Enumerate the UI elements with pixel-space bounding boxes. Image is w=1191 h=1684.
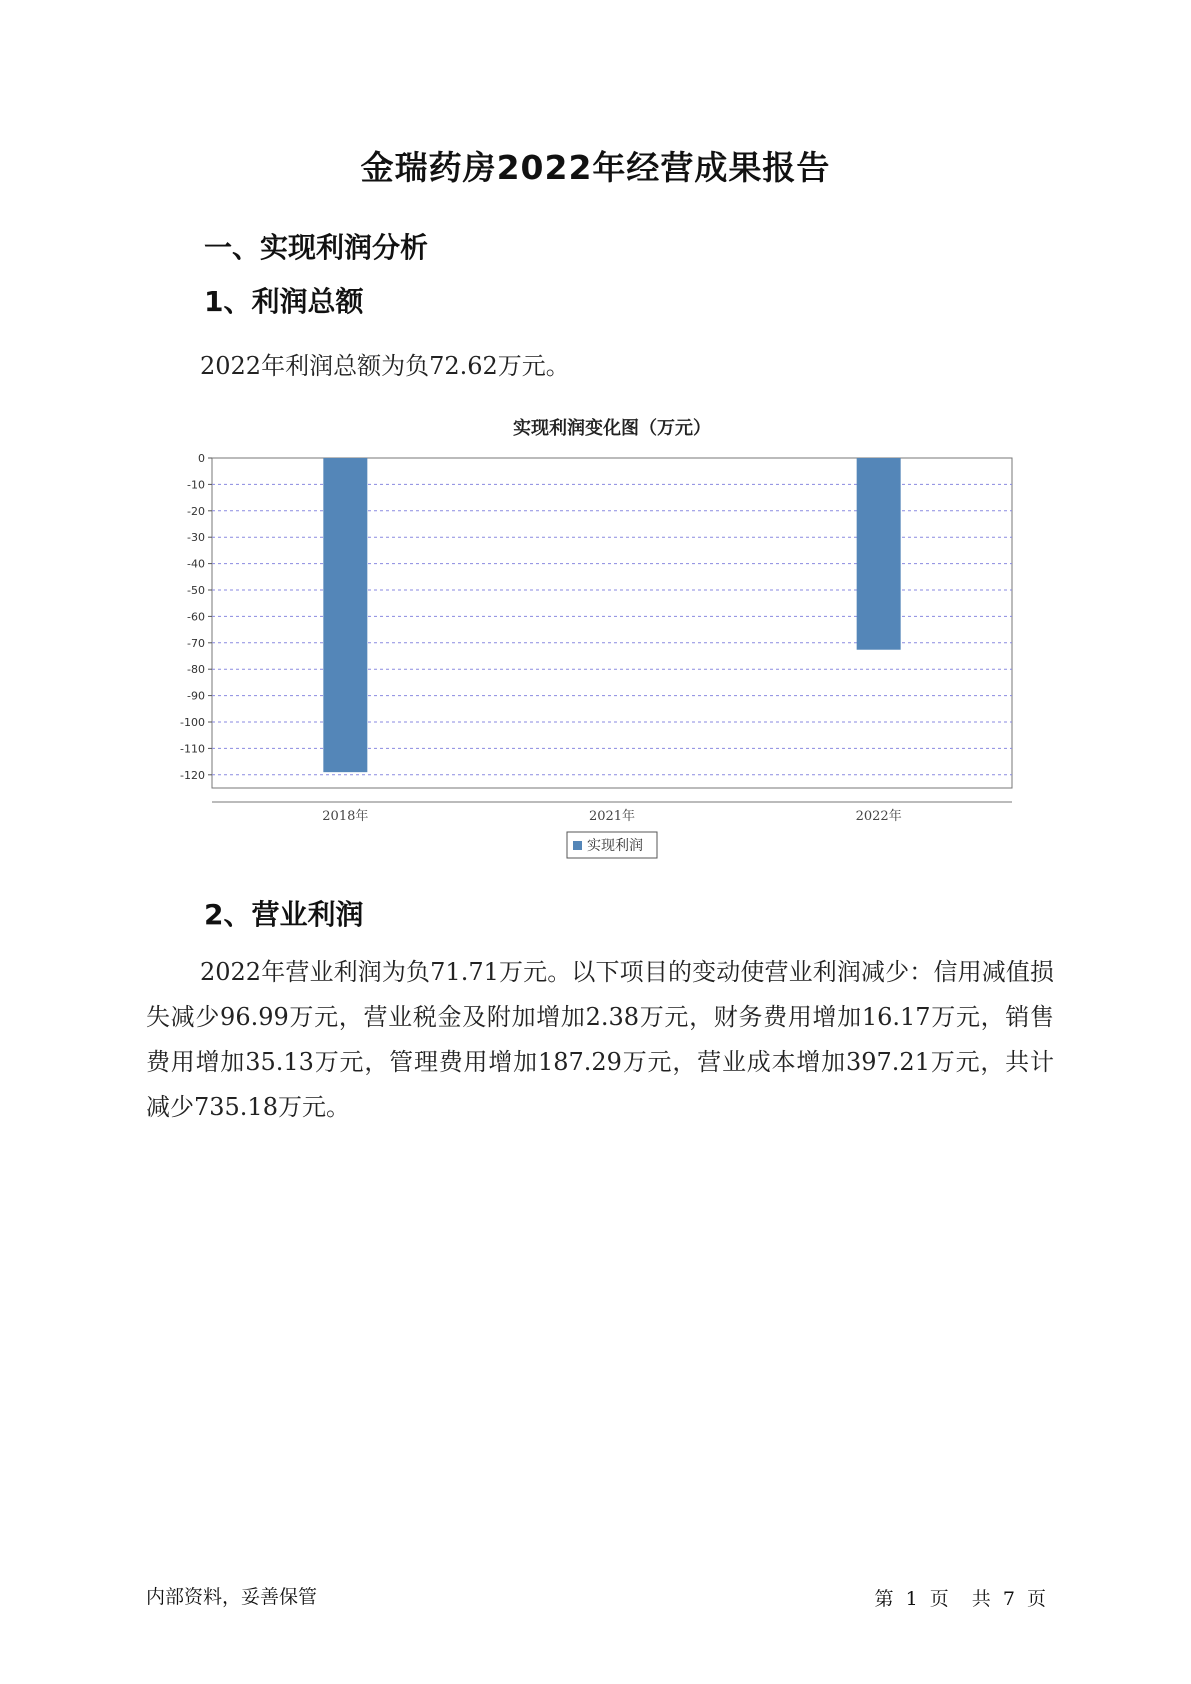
chart-title: 实现利润变化图（万元） — [513, 418, 711, 439]
total-word: 页 — [1026, 1588, 1046, 1610]
y-tick-label: -20 — [187, 504, 205, 518]
footer-confidential-note: 内部资料，妥善保管 — [146, 1586, 318, 1608]
paragraph-operating-profit: 2022年营业利润为负71.71万元。以下项目的变动使营业利润减少：信用减值损失减少96.99万元，营业税金及附加增加2.38万元，财务费用增加16.17万元，销售费用增加35.13万元，管理费用增加187.29万元，营业成本增加397.21万元，共计减少735.18万元。 — [146, 958, 1054, 1121]
profit-chart — [150, 408, 1030, 868]
section-heading-profit-analysis: 一、实现利润分析 — [204, 231, 429, 264]
x-tick-label: 2022年 — [855, 809, 902, 824]
y-tick-label: -60 — [187, 610, 205, 624]
total-prefix: 共 — [971, 1588, 991, 1610]
legend-label: 实现利润 — [587, 838, 643, 854]
x-tick-label: 2018年 — [322, 809, 369, 824]
page-prefix: 第 — [874, 1588, 894, 1610]
x-tick-label: 2021年 — [588, 809, 636, 824]
subheading-operating-profit: 2、营业利润 — [204, 898, 364, 931]
bar-2 — [857, 458, 901, 650]
y-tick-label: -80 — [187, 663, 205, 677]
y-tick-label: -50 — [187, 584, 205, 597]
y-tick-label: 0 — [198, 452, 205, 465]
document-title: 金瑞药房2022年经营成果报告 — [360, 148, 831, 187]
y-tick-label: -70 — [187, 636, 205, 650]
page-word: 页 — [929, 1588, 949, 1610]
y-tick-label: -90 — [187, 689, 205, 703]
legend-swatch — [573, 841, 582, 850]
page-number: 1 — [905, 1588, 918, 1610]
y-tick-label: -120 — [180, 768, 205, 782]
total-number: 7 — [1002, 1588, 1015, 1610]
footer-page-info — [872, 1584, 1049, 1611]
y-tick-label: -40 — [187, 557, 205, 571]
y-tick-label: -30 — [187, 531, 205, 545]
subheading-total-profit: 1、利润总额 — [204, 285, 364, 318]
paragraph-total-profit: 2022年利润总额为负72.62万元。 — [200, 352, 570, 380]
profit-chart-svg — [150, 408, 1030, 868]
bar-0 — [323, 458, 367, 772]
y-tick-label: -100 — [180, 716, 205, 729]
y-tick-label: -10 — [187, 478, 205, 492]
y-tick-label: -110 — [180, 742, 205, 756]
